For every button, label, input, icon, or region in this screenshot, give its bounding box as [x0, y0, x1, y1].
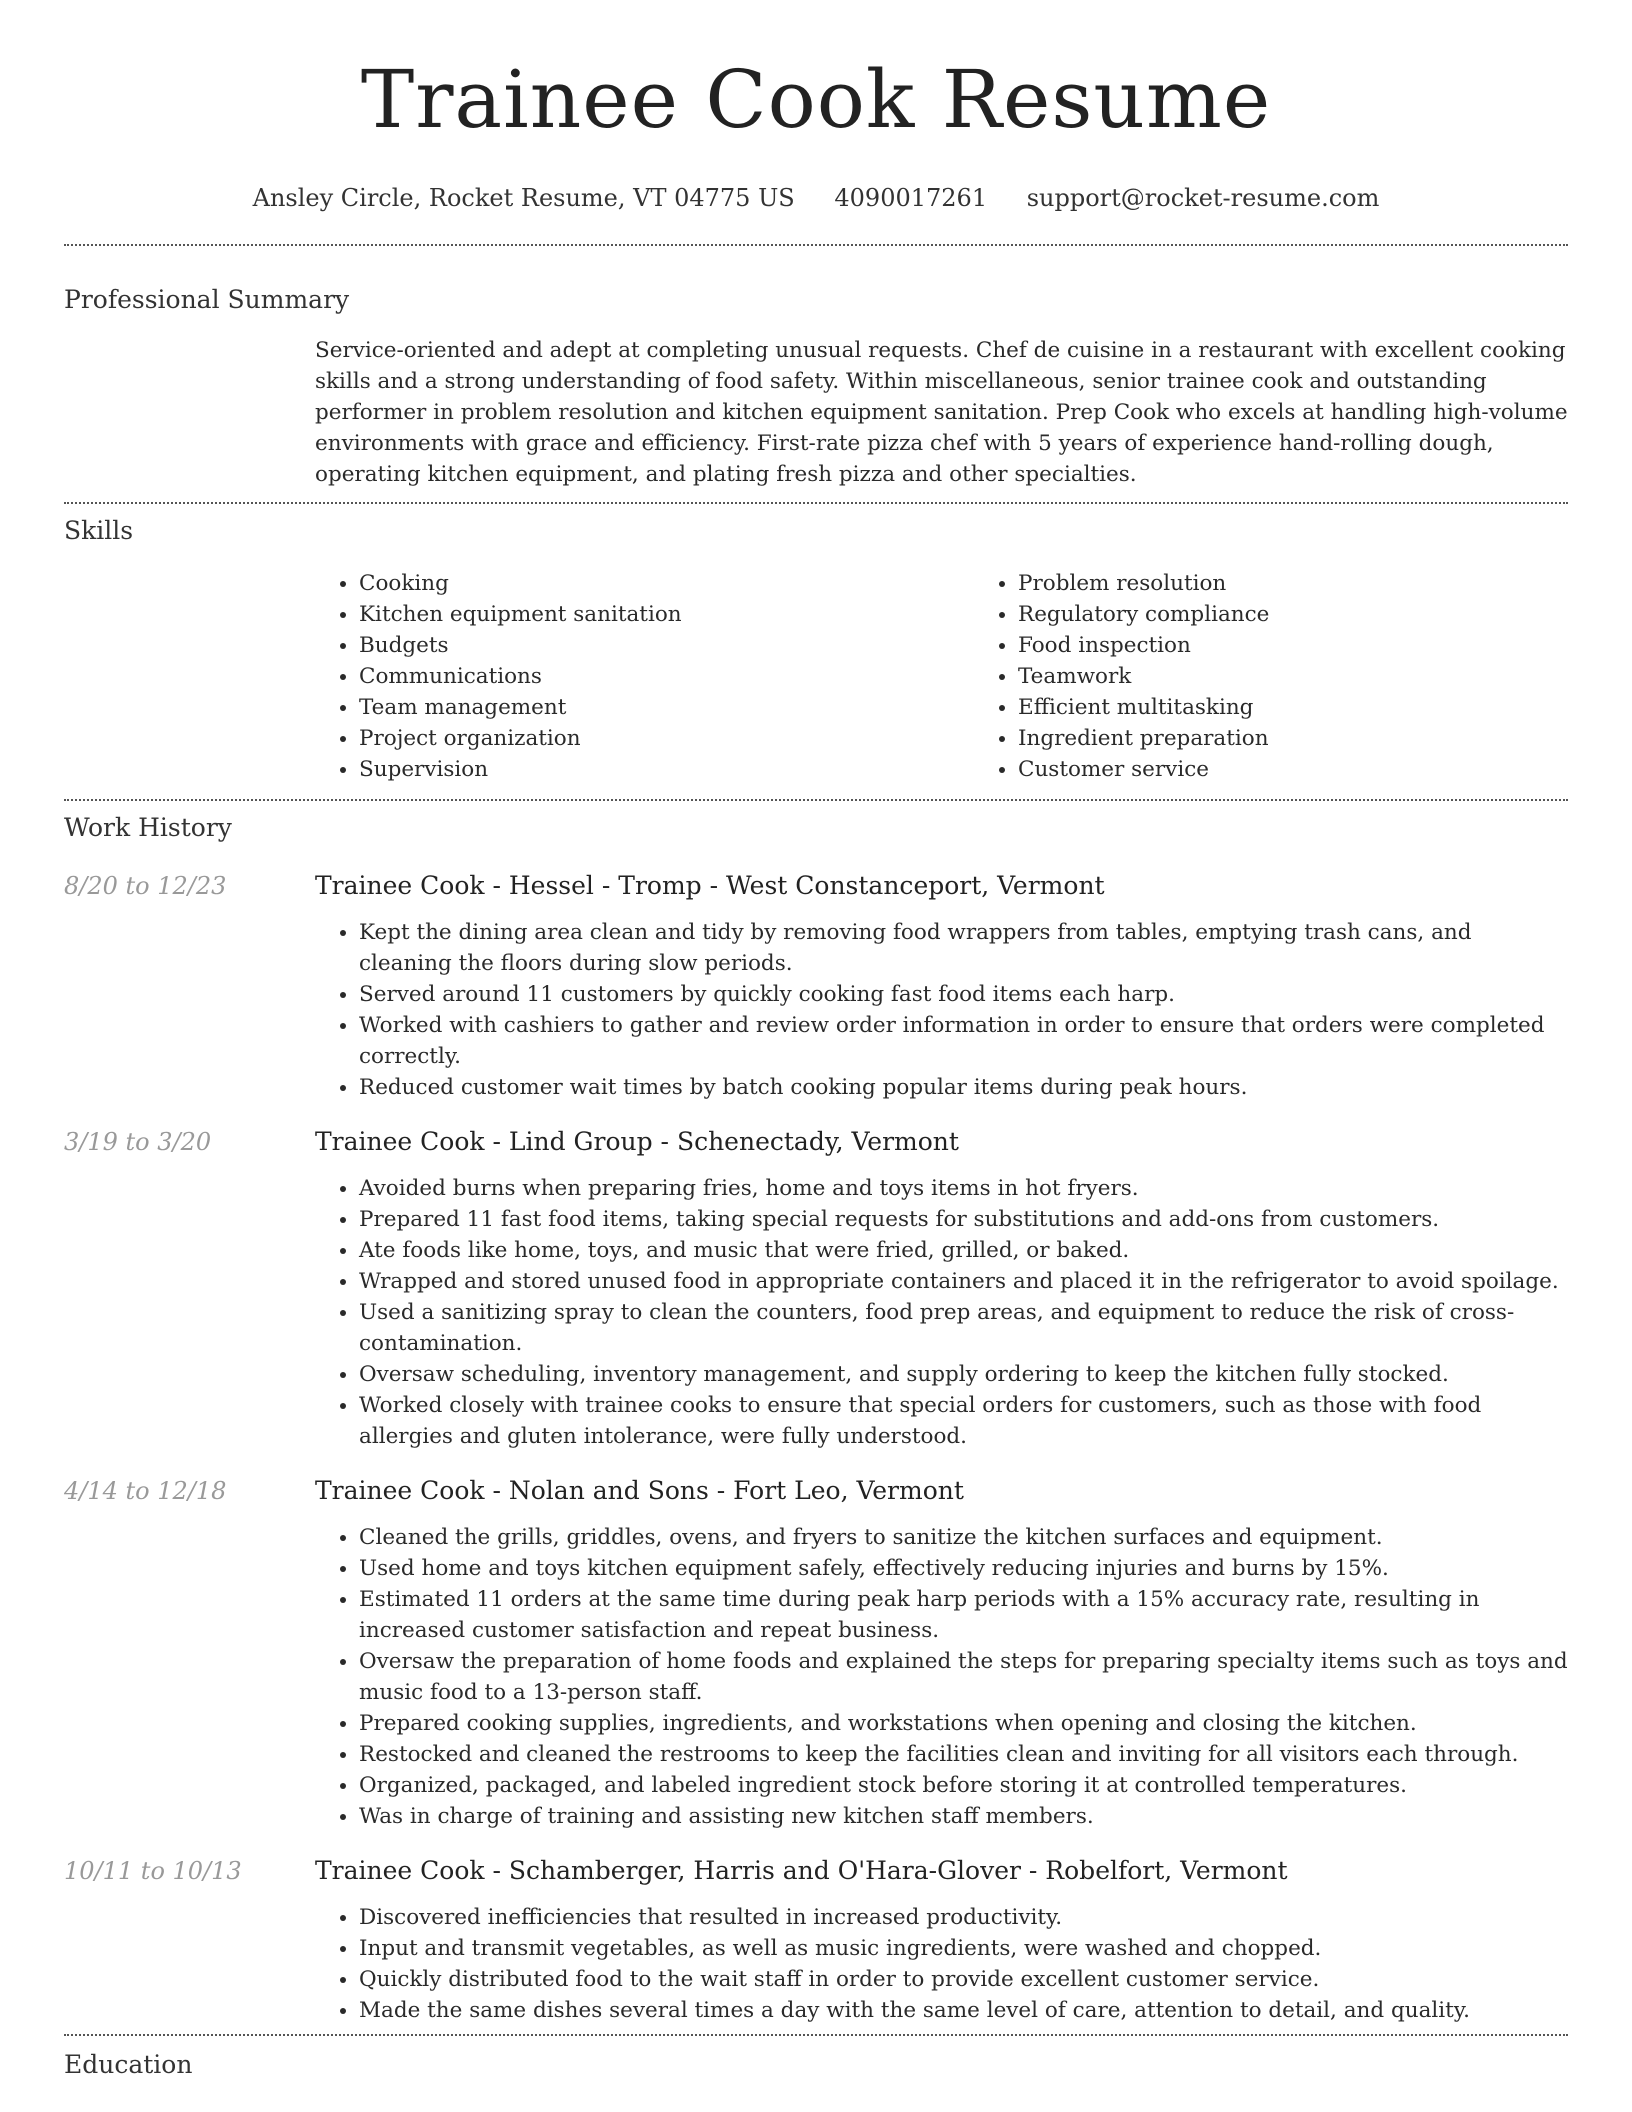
job-bullet: • Oversaw the preparation of home foods and explained the steps for preparing specialty items such as toys and music food to a 13-person staff. — [359, 1646, 1568, 1708]
job-bullet: • Was in charge of training and assisting new kitchen staff members. — [359, 1801, 1568, 1832]
job-bullets — [315, 1522, 1568, 1832]
job-bullet: • Wrapped and stored unused food in appropriate containers and placed it in the refrigerator to avoid spoilage. — [359, 1266, 1568, 1297]
job-bullets — [315, 1173, 1568, 1452]
skills-list-left — [315, 568, 974, 785]
job-title: Trainee Cook - Schamberger, Harris and O'Hara-Glover - Robelfort, Vermont — [315, 1856, 1288, 1885]
skill-item: • Ingredient preparation — [1018, 723, 1632, 754]
job-bullet: • Made the same dishes several times a day with the same level of care, attention to detail, and quality. — [359, 1995, 1568, 2026]
job-bullet: • Prepared cooking supplies, ingredients, and workstations when opening and closing the kitchen. — [359, 1708, 1568, 1739]
job-bullet: • Cleaned the grills, griddles, ovens, and fryers to sanitize the kitchen surfaces and equipment. — [359, 1522, 1568, 1553]
skills-section — [64, 568, 1568, 785]
education-heading: Education — [64, 2050, 193, 2079]
summary-heading: Professional Summary — [64, 285, 350, 314]
job-dates: 3/19 to 3/20 — [64, 1128, 212, 1156]
skills-heading: Skills — [64, 516, 134, 545]
job-dates: 4/14 to 12/18 — [64, 1477, 227, 1505]
skill-item: • Cooking — [359, 568, 974, 599]
divider — [64, 2034, 1568, 2036]
job-bullet: • Ate foods like home, toys, and music that were fried, grilled, or baked. — [359, 1235, 1568, 1266]
job-title: Trainee Cook - Lind Group - Schenectady, Vermont — [315, 1127, 959, 1156]
email-text: support@rocket-resume.com — [1026, 184, 1380, 212]
job-bullet: • Kept the dining area clean and tidy by removing food wrappers from tables, emptying trash cans, and cleaning the floors during slow periods. — [359, 917, 1568, 979]
job-entry — [64, 1854, 1568, 2026]
job-bullet: • Prepared 11 fast food items, taking special requests for substitutions and add-ons from customers. — [359, 1204, 1568, 1235]
job-bullet: • Used a sanitizing spray to clean the counters, food prep areas, and equipment to reduce the risk of cross-contamination. — [359, 1297, 1568, 1359]
skill-item: • Problem resolution — [1018, 568, 1632, 599]
job-entry — [64, 1474, 1568, 1832]
page-title: Trainee Cook Resume — [360, 53, 1272, 146]
skill-item: • Efficient multitasking — [1018, 692, 1632, 723]
skill-item: • Regulatory compliance — [1018, 599, 1632, 630]
skill-item: • Customer service — [1018, 754, 1632, 785]
job-entry — [64, 869, 1568, 1103]
job-bullet: • Estimated 11 orders at the same time during peak harp periods with a 15% accuracy rate, resulting in increased customer satisfaction and repeat business. — [359, 1584, 1568, 1646]
skill-item: • Team management — [359, 692, 974, 723]
job-bullet: • Input and transmit vegetables, as well as music ingredients, were washed and chopped. — [359, 1933, 1568, 1964]
skill-item: • Supervision — [359, 754, 974, 785]
job-bullets — [315, 917, 1568, 1103]
skill-item: • Budgets — [359, 630, 974, 661]
job-bullet: • Oversaw scheduling, inventory management, and supply ordering to keep the kitchen fully stocked. — [359, 1359, 1568, 1390]
phone-text: 4090017261 — [834, 184, 988, 212]
job-bullet: • Avoided burns when preparing fries, home and toys items in hot fryers. — [359, 1173, 1568, 1204]
job-bullet: • Restocked and cleaned the restrooms to keep the facilities clean and inviting for all visitors each through. — [359, 1739, 1568, 1770]
job-bullet: • Worked with cashiers to gather and review order information in order to ensure that orders were completed correctly. — [359, 1010, 1568, 1072]
contact-line — [64, 182, 1568, 214]
address-text: Ansley Circle, Rocket Resume, VT 04775 US — [252, 184, 795, 212]
summary-text: Service-oriented and adept at completing unusual requests. Chef de cuisine in a restaurant with excellent cooking skills and a strong understanding of food safety. Within miscellaneous, senior trainee cook and outstanding performer in problem resolution and kitchen equipment sanitation. Prep Cook who excels at handling high-volume environments with grace and efficiency. First-rate pizza chef with 5 years of experience hand-rolling dough, operating kitchen equipment, and plating fresh pizza and other specialties. — [315, 338, 1568, 487]
job-bullet: • Served around 11 customers by quickly cooking fast food items each harp. — [359, 979, 1568, 1010]
skills-list-right — [974, 568, 1632, 785]
skill-item: • Teamwork — [1018, 661, 1632, 692]
work-heading: Work History — [64, 813, 232, 842]
job-dates: 8/20 to 12/23 — [64, 872, 227, 900]
skill-item: • Communications — [359, 661, 974, 692]
job-entry — [64, 1125, 1568, 1452]
job-dates: 10/11 to 10/13 — [64, 1857, 242, 1885]
work-section — [64, 869, 1568, 2026]
divider — [64, 244, 1568, 246]
job-bullets — [315, 1902, 1568, 2026]
job-title: Trainee Cook - Hessel - Tromp - West Constanceport, Vermont — [315, 871, 1105, 900]
job-bullet: • Quickly distributed food to the wait staff in order to provide excellent customer service. — [359, 1964, 1568, 1995]
skill-item: • Kitchen equipment sanitation — [359, 599, 974, 630]
skill-item: • Project organization — [359, 723, 974, 754]
job-bullet: • Worked closely with trainee cooks to ensure that special orders for customers, such as those with food allergies and gluten intolerance, were fully understood. — [359, 1390, 1568, 1452]
summary-section — [64, 335, 1568, 490]
job-title: Trainee Cook - Nolan and Sons - Fort Leo, Vermont — [315, 1476, 964, 1505]
job-bullet: • Organized, packaged, and labeled ingredient stock before storing it at controlled temperatures. — [359, 1770, 1568, 1801]
divider — [64, 799, 1568, 801]
job-bullet: • Discovered inefficiencies that resulted in increased productivity. — [359, 1902, 1568, 1933]
job-bullet: • Used home and toys kitchen equipment safely, effectively reducing injuries and burns by 15%. — [359, 1553, 1568, 1584]
divider — [64, 502, 1568, 504]
job-bullet: • Reduced customer wait times by batch cooking popular items during peak hours. — [359, 1072, 1568, 1103]
skill-item: • Food inspection — [1018, 630, 1632, 661]
